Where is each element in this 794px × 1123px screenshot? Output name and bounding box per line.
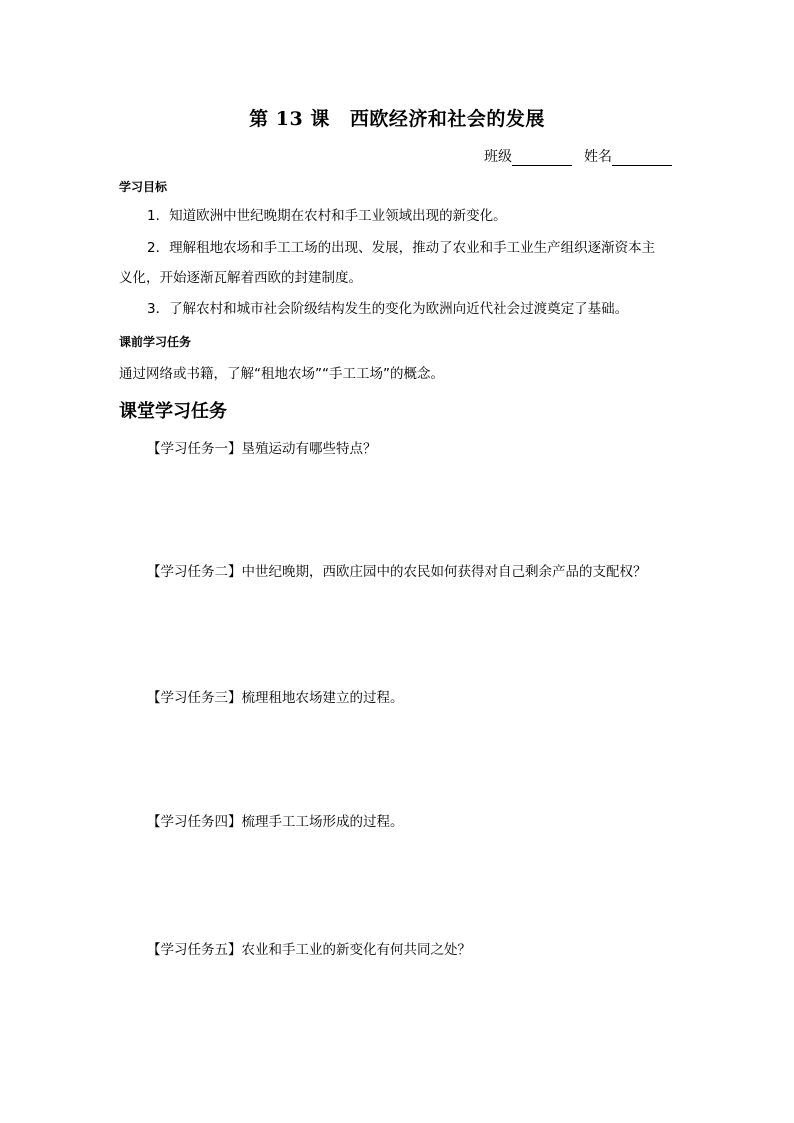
preview-text: 通过网络或书籍，了解“租地农场”“手工工场”的概念。 [119, 366, 444, 382]
objective-item-continued: 义化，开始逐渐瓦解着西欧的封建制度。 [119, 270, 362, 286]
task-item: 【学习任务三】梳理租地农场建立的过程。 [147, 690, 404, 706]
objective-item: 2．理解租地农场和手工工场的出现、发展，推动了农业和手工业生产组织逐渐资本主 [147, 240, 656, 256]
objective-item: 1．知道欧洲中世纪晚期在农村和手工业领域出现的新变化。 [147, 208, 507, 224]
task-item: 【学习任务四】梳理手工工场形成的过程。 [147, 814, 404, 830]
name-blank[interactable] [612, 151, 672, 166]
classroom-heading: 课堂学习任务 [119, 401, 227, 422]
class-label: 班级 [484, 149, 512, 165]
name-label: 姓名 [584, 149, 612, 165]
preview-heading: 课前学习任务 [119, 335, 192, 349]
objective-item: 3．了解农村和城市社会阶级结构发生的变化为欧洲向近代社会过渡奠定了基础。 [147, 301, 629, 317]
task-item: 【学习任务二】中世纪晚期，西欧庄园中的农民如何获得对自己剩余产品的支配权？ [147, 564, 647, 580]
lesson-number: 第 13 课 [249, 108, 330, 130]
objectives-heading: 学习目标 [119, 180, 168, 194]
task-item: 【学习任务一】垦殖运动有哪些特点？ [147, 441, 377, 457]
student-info [484, 146, 672, 166]
task-item: 【学习任务五】农业和手工业的新变化有何共同之处？ [147, 942, 471, 958]
page-title [0, 104, 794, 131]
class-blank[interactable] [512, 151, 572, 166]
lesson-name: 西欧经济和社会的发展 [349, 108, 545, 130]
